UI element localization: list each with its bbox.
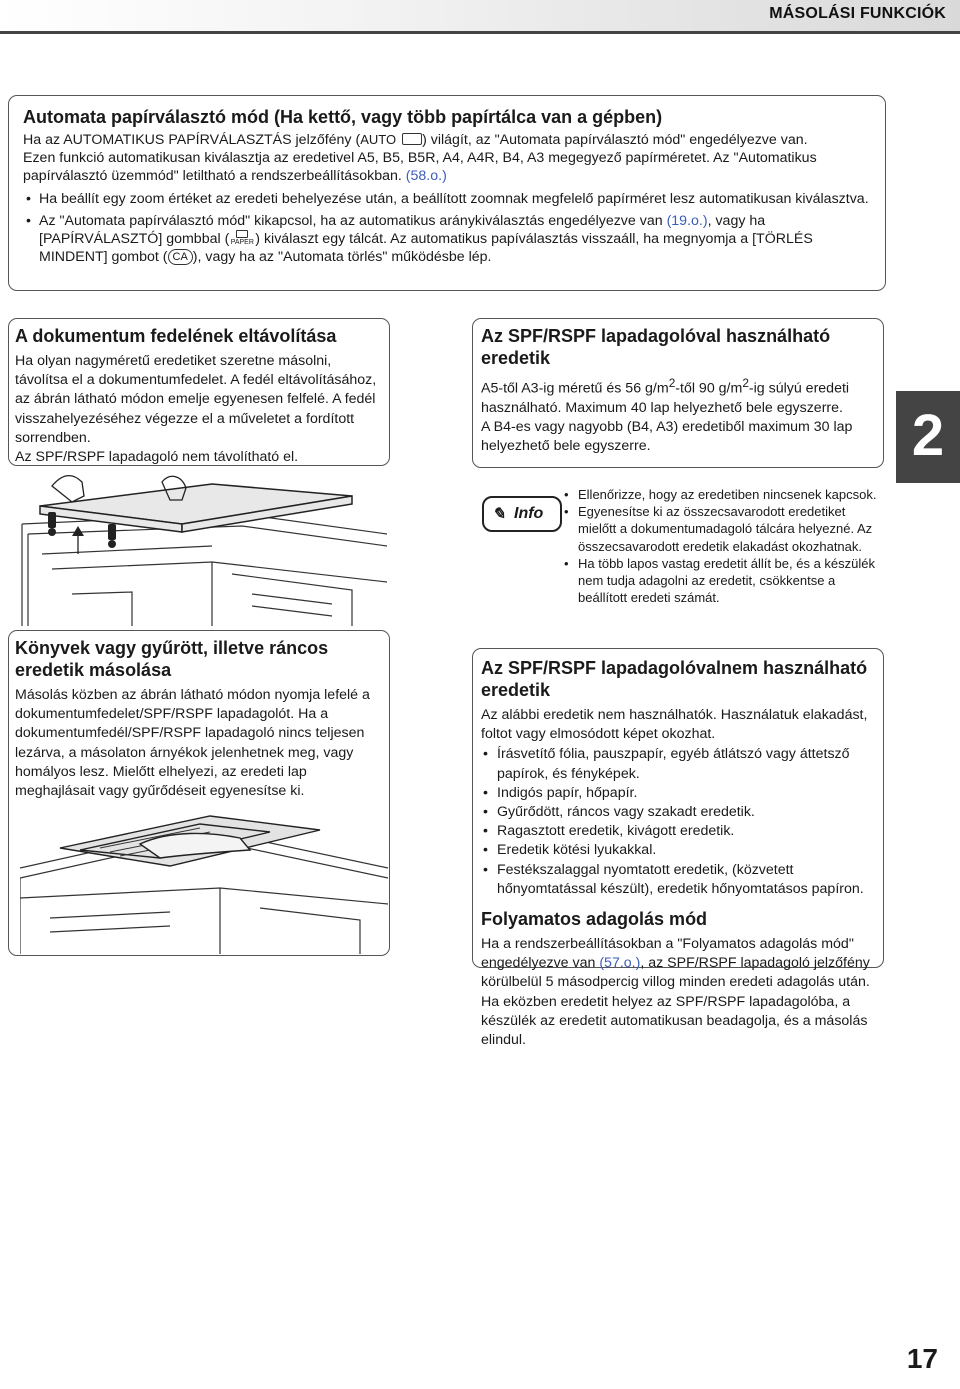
pen-icon: ✎ bbox=[492, 506, 506, 523]
superscript: 2 bbox=[742, 376, 749, 390]
spf-usable-text bbox=[481, 374, 875, 418]
paper-key-label: PAPER bbox=[230, 239, 254, 246]
auto-paper-select-bullets bbox=[23, 190, 871, 266]
text-seg: , az SPF/RSPF lapadagoló jelzőfény körülbelül 5 másodpercig villog minden eredeti adagolás után. Ha eközben eredetit helyez az SPF/RSPF lapadagolóba, a készülék az eredetit automatikusan beadagolja, és a másolás elindul. bbox=[481, 955, 870, 1049]
page-ref-link[interactable]: (19.o.) bbox=[666, 213, 708, 229]
spf-not-usable-list bbox=[481, 745, 875, 899]
cover-removal-text: Ha olyan nagyméretű eredetiket szeretne másolni, távolítsa el a dokumentumfedelet. A fedél eltávolításához, az ábrán látható módon emelje egyenesen felfelé. A fedél visszahelyezéséhez végezze el a műveletet a fordított sorrendben. bbox=[15, 353, 377, 446]
list-item: • Ragasztott eredetik, kivágott eredetik. bbox=[481, 822, 875, 841]
chapter-number: 2 bbox=[911, 403, 945, 468]
unit-g: g bbox=[718, 380, 727, 397]
page-ref-link[interactable]: (57.o.) bbox=[599, 955, 641, 972]
list-item: • Festékszalaggal nyomtatott eredetik, (közvetett hőnyomtatással készült), eredetik hőnyomtatásos papíron. bbox=[481, 861, 875, 899]
text-seg: /m bbox=[726, 380, 743, 397]
continuous-feed-title: Folyamatos adagolás mód bbox=[481, 909, 708, 930]
list-item: • Ha több lapos vastag eredetit állít be, és a készülék nem tudja adagolni az eredetit, csökkentse a beállított eredeti számát. bbox=[562, 555, 882, 607]
desc-text: Ezen funkció automatikusan kiválasztja az eredetivel A5, B5, B5R, A4, A4R, B4, A3 megegyező papírméretet. Az "Automatikus papírválasztó üzemmód" letiltható a rendszerbeállításokban. bbox=[23, 150, 817, 184]
spf-not-usable-intro: Az alábbi eredetik nem használhatók. Használatuk elakadást, foltot vagy elmosódott képet okozhat. bbox=[481, 707, 868, 743]
section-title: MÁSOLÁSI FUNKCIÓK bbox=[769, 5, 946, 22]
list-item: • Ha beállít egy zoom értéket az eredeti behelyezése után, a beállított zoomnak megfelelő papírméret lesz automatikusan kiválasztva. bbox=[23, 190, 871, 208]
list-item bbox=[23, 212, 871, 266]
auto-paper-select-title: Automata papírválasztó mód (Ha kettő, vagy több papírtálca van a gépben) bbox=[23, 107, 663, 127]
cover-removal-title: A dokumentum fedelének eltávolítása bbox=[15, 326, 337, 346]
intro-text-a: Ha az AUTOMATIKUS PAPÍRVÁLASZTÁS jelzőfény ( bbox=[23, 132, 361, 148]
auto-indicator-icon bbox=[360, 131, 422, 149]
list-item: • Egyenesítse ki az összecsavarodott eredetiket mielőtt a dokumentumadagoló tálcára helyezné. Az összecsavarodott eredetik elakadást okozhatnak. bbox=[562, 503, 882, 555]
info-badge bbox=[482, 496, 562, 532]
list-item: • Gyűrődött, ráncos vagy szakadt eredetik. bbox=[481, 803, 875, 822]
list-item: • Eredetik kötési lyukakkal. bbox=[481, 841, 875, 860]
text-seg: -től 90 bbox=[675, 380, 719, 397]
clear-all-key-icon: CA bbox=[168, 249, 193, 265]
bullet-text-c: ) kiválaszt egy tálcát. Az automatikus papíválasztás visszaáll, ha megnyomja a [TÖRLÉS MINDENT] gombot ( bbox=[39, 231, 813, 265]
list-item: • Indigós papír, hőpapír. bbox=[481, 784, 875, 803]
tray-icon bbox=[402, 133, 422, 145]
page-number: 17 bbox=[906, 1343, 938, 1374]
superscript: 2 bbox=[668, 376, 676, 390]
bullet-text-b: , vagy ha [PAPÍRVÁLASZTÓ] gombbal ( bbox=[39, 213, 766, 247]
bullet-text-d: ), vagy ha az "Automata törlés" működésbe lép. bbox=[192, 249, 492, 265]
list-item: • Írásvetítő fólia, pauszpapír, egyéb átlátszó vagy áttetsző papírok, és fényképek. bbox=[481, 745, 875, 783]
books-copy-title: Könyvek vagy gyűrött, illetve ráncos eredetik másolása bbox=[15, 638, 329, 680]
spf-usable-text2: A B4-es vagy nagyobb (B4, A3) eredetiből maximum 30 lap helyezhető bele egyszerre. bbox=[481, 419, 853, 455]
spf-usable-title: Az SPF/RSPF lapadagolóval használható eredetik bbox=[481, 326, 831, 368]
list-item: • Ellenőrizze, hogy az eredetiben nincsenek kapcsok. bbox=[562, 486, 882, 503]
text-seg: Ha a rendszerbeállításokban a "Folyamatos adagolás mód" engedélyezve van bbox=[481, 936, 854, 972]
spf-usable-box bbox=[472, 318, 884, 468]
text-seg: /m bbox=[652, 380, 669, 397]
intro-text-b: ) világít, az "Automata papírválasztó mód" engedélyezve van. bbox=[422, 132, 808, 148]
spf-not-usable-box bbox=[472, 648, 884, 1049]
auto-paper-select-box bbox=[8, 95, 886, 291]
text-seg: A5-től A3-ig méretű és 56 bbox=[481, 380, 646, 397]
info-note bbox=[476, 482, 882, 644]
spf-not-usable-title: Az SPF/RSPF lapadagolóvalnem használható eredetik bbox=[481, 658, 868, 700]
books-copy-text: Másolás közben az ábrán látható módon nyomja lefelé a dokumentumfedelet/SPF/RSPF lapadagolót. Ha a dokumentumfedél/SPF/RSPF lapadagoló nincs teljesen lezárva, a másolaton árnyékok jelenhetnek meg, vagy homályos lesz. Mielőtt elhelyezi, az eredeti lap meghajlásait vagy gyűrődéseit egyenesítse ki. bbox=[15, 687, 370, 800]
press-cover-illustration bbox=[20, 808, 388, 954]
paper-key-icon bbox=[229, 230, 255, 246]
bullet-text-a: Az "Automata papírválasztó mód" kikapcsol, ha az automatikus aránykiválasztás engedélyezve van bbox=[39, 213, 667, 229]
header-divider bbox=[0, 31, 960, 34]
chapter-tab bbox=[896, 391, 960, 483]
info-badge-label: Info bbox=[514, 505, 544, 522]
continuous-feed-text bbox=[481, 935, 875, 1050]
cover-removal-illustration bbox=[12, 474, 387, 626]
cover-removal-box bbox=[8, 318, 390, 466]
unit-g: g bbox=[645, 380, 653, 397]
text-seg: -ig súlyú eredeti használható. Maximum 40 lap helyezhető bele egyszerre. bbox=[481, 380, 850, 416]
page-ref-link[interactable]: (58.o.) bbox=[405, 168, 447, 184]
auto-paper-select-intro bbox=[23, 131, 871, 149]
auto-paper-select-desc bbox=[23, 149, 871, 185]
info-list bbox=[562, 486, 882, 606]
auto-label: AUTO bbox=[360, 132, 397, 147]
cover-removal-note: Az SPF/RSPF lapadagoló nem távolítható el. bbox=[15, 449, 299, 466]
